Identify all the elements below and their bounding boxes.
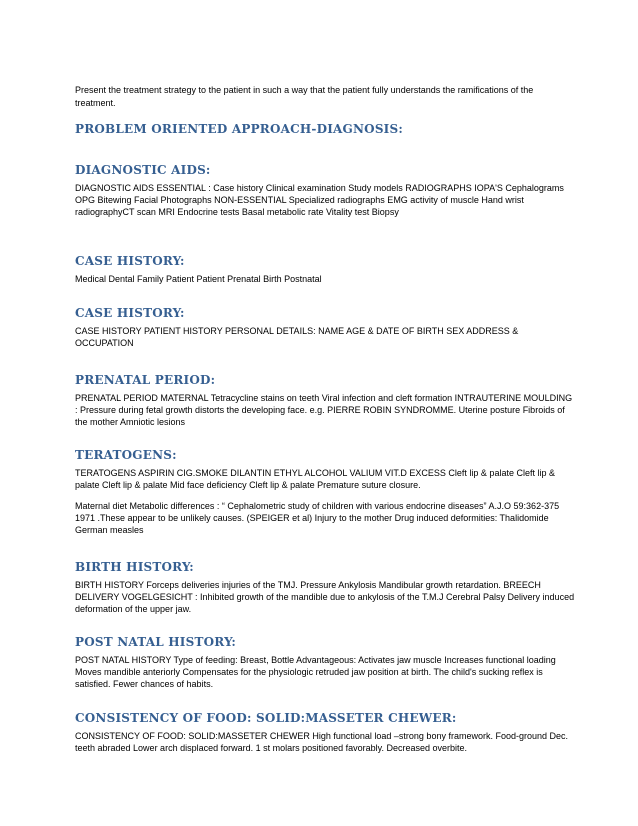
- section-post-natal-history: [75, 635, 575, 690]
- section-teratogens: [75, 448, 575, 536]
- section-heading: CONSISTENCY OF FOOD: SOLID:MASSETER CHEWER:: [75, 711, 457, 725]
- section-heading: CASE HISTORY:: [75, 254, 185, 268]
- intro-paragraph: Present the treatment strategy to the patient in such a way that the patient fully understands the ramifications of the treatment.: [75, 85, 534, 108]
- section-heading: TERATOGENS:: [75, 448, 177, 462]
- section-paragraph: DIAGNOSTIC AIDS ESSENTIAL : Case history Clinical examination Study models RADIOGRAPHS IOPA'S Cephalograms OPG Bitewing Facial Photographs NON-ESSENTIAL Specialized radiographs EMG activity of muscle Hand wrist radiographyCT scan MRI Endocrine tests Basal metabolic rate Vitality test Biopsy: [75, 183, 564, 217]
- section-paragraph: BIRTH HISTORY Forceps deliveries injuries of the TMJ. Pressure Ankylosis Mandibular growth retardation. BREECH DELIVERY VOGELGESICHT : Inhibited growth of the mandible due to ankylosis of the T.M.J Cerebral Palsy Delivery induced deformation of the upper jaw.: [75, 580, 575, 614]
- section-heading: BIRTH HISTORY:: [75, 560, 194, 574]
- section-paragraph: Medical Dental Family Patient Patient Prenatal Birth Postnatal: [75, 274, 322, 284]
- section-paragraph: POST NATAL HISTORY Type of feeding: Breast, Bottle Advantageous: Activates jaw muscle Increases functional loading Moves mandible anteriorly Compensates for the physiologic retruded jaw position at birth. The child's sucking reflex is satisfied. Fewer chances of habits.: [75, 655, 556, 689]
- section-heading: DIAGNOSTIC AIDS:: [75, 163, 211, 177]
- section-heading: PROBLEM ORIENTED APPROACH-DIAGNOSIS:: [75, 122, 403, 136]
- section-paragraph: Maternal diet Metabolic differences : “ Cephalometric study of children with various endocrine diseases” A.J.O 59:362-375 1971 .These appear to be unlikely causes. (SPEIGER et al) Injury to the mother Drug induced deformities: Thalidomide German measles: [75, 501, 560, 535]
- section-prenatal-period: [75, 373, 575, 428]
- section-paragraph: PRENATAL PERIOD MATERNAL Tetracycline stains on teeth Viral infection and cleft formation INTRAUTERINE MOULDING : Pressure during fetal growth distorts the developing face. e.g. PIERRE ROBIN SYNDROMME. Uterine posture Fibroids of the mother Amniotic lesions: [75, 393, 573, 427]
- section-case-history-2: [75, 306, 575, 349]
- section-heading: PRENATAL PERIOD:: [75, 373, 216, 387]
- section-heading: POST NATAL HISTORY:: [75, 635, 236, 649]
- section-case-history-1: [75, 254, 575, 285]
- section-consistency-of-food: [75, 711, 575, 754]
- section-paragraph: CASE HISTORY PATIENT HISTORY PERSONAL DETAILS: NAME AGE & DATE OF BIRTH SEX ADDRESS & OCCUPATION: [75, 326, 519, 348]
- section-birth-history: [75, 560, 575, 615]
- section-heading: CASE HISTORY:: [75, 306, 185, 320]
- section-diagnostic-aids: [75, 163, 575, 218]
- section-problem-oriented: [75, 122, 575, 141]
- section-paragraph: TERATOGENS ASPIRIN CIG.SMOKE DILANTIN ETHYL ALCOHOL VALIUM VIT.D EXCESS Cleft lip & palate Cleft lip & palate Cleft lip & palate Mid face deficiency Cleft lip & palate Premature suture closure.: [75, 468, 555, 490]
- section-paragraph: CONSISTENCY OF FOOD: SOLID:MASSETER CHEWER High functional load –strong bony framework. Food-ground Dec. teeth abraded Lower arch displaced forward. 1 st molars positioned favorably. Decreased overbite.: [75, 731, 569, 753]
